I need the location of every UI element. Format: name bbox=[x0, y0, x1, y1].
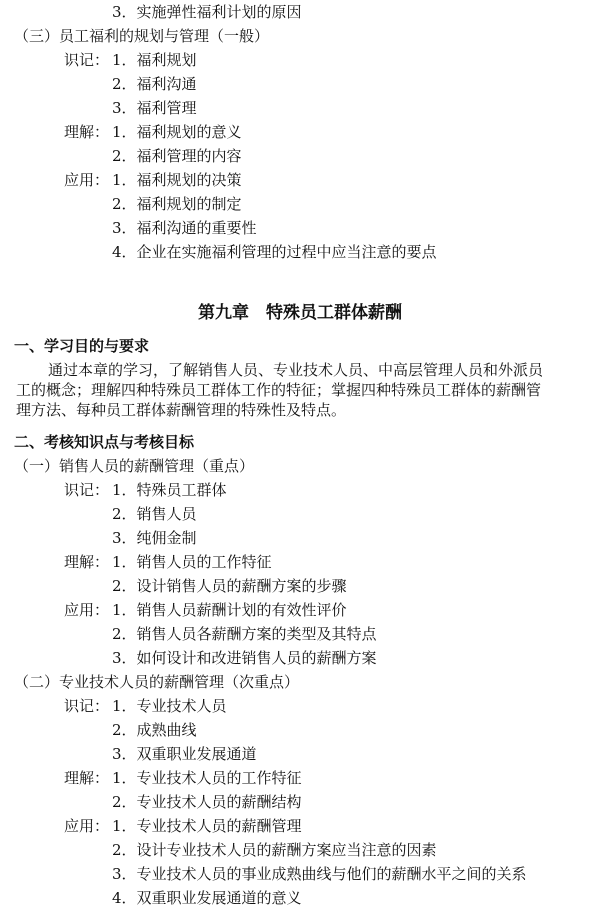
list-item: 1．专业技术人员的薪酬管理 bbox=[112, 817, 302, 835]
list-item: 1．专业技术人员 bbox=[112, 697, 227, 715]
apply-label: 应用： bbox=[64, 171, 110, 189]
list-item: 2．销售人员各薪酬方案的类型及其特点 bbox=[112, 625, 377, 643]
reasons-item: 3．实施弹性福利计划的原因 bbox=[112, 3, 302, 21]
list-item: 2．设计销售人员的薪酬方案的步骤 bbox=[112, 577, 347, 595]
understand-label: 理解： bbox=[64, 769, 110, 787]
list-item: 3．纯佣金制 bbox=[112, 529, 197, 547]
apply-label: 应用： bbox=[64, 601, 110, 619]
list-item: 2．成熟曲线 bbox=[112, 721, 197, 739]
list-item: 3．福利沟通的重要性 bbox=[112, 219, 257, 237]
section-heading-knowledge: 二、考核知识点与考核目标 bbox=[14, 433, 195, 451]
list-item: 2．销售人员 bbox=[112, 505, 197, 523]
list-item: 3．双重职业发展通道 bbox=[112, 745, 257, 763]
paragraph-line: 理方法、每种员工群体薪酬管理的特殊性及特点。 bbox=[16, 401, 347, 419]
list-item: 4．双重职业发展通道的意义 bbox=[112, 889, 302, 907]
list-item: 1．福利规划的意义 bbox=[112, 123, 242, 141]
intro-paragraph bbox=[14, 360, 590, 420]
list-item: 2．福利规划的制定 bbox=[112, 195, 242, 213]
section-heading: （三）员工福利的规划与管理（一般） bbox=[14, 27, 270, 45]
paragraph-line: 工的概念；理解四种特殊员工群体工作的特征；掌握四种特殊员工群体的薪酬管 bbox=[16, 381, 542, 399]
list-item: 1．特殊员工群体 bbox=[112, 481, 227, 499]
subsection-heading-sales: （一）销售人员的薪酬管理（重点） bbox=[14, 457, 255, 475]
list-item: 1．福利规划 bbox=[112, 51, 197, 69]
section-heading-purpose: 一、学习目的与要求 bbox=[14, 337, 150, 355]
list-item: 3．如何设计和改进销售人员的薪酬方案 bbox=[112, 649, 377, 667]
identify-label: 识记： bbox=[64, 697, 110, 715]
list-item: 4．企业在实施福利管理的过程中应当注意的要点 bbox=[112, 243, 437, 261]
apply-label: 应用： bbox=[64, 817, 110, 835]
understand-label: 理解： bbox=[64, 553, 110, 571]
identify-label: 识记： bbox=[64, 51, 110, 69]
list-item: 1．专业技术人员的工作特征 bbox=[112, 769, 302, 787]
identify-label: 识记： bbox=[64, 481, 110, 499]
understand-label: 理解： bbox=[64, 123, 110, 141]
list-item: 2．设计专业技术人员的薪酬方案应当注意的因素 bbox=[112, 841, 437, 859]
paragraph-line: 通过本章的学习，了解销售人员、专业技术人员、中高层管理人员和外派员 bbox=[48, 361, 544, 379]
subsection-heading-technical: （二）专业技术人员的薪酬管理（次重点） bbox=[14, 673, 300, 691]
list-item: 1．福利规划的决策 bbox=[112, 171, 242, 189]
list-item: 1．销售人员薪酬计划的有效性评价 bbox=[112, 601, 347, 619]
list-item: 1．销售人员的工作特征 bbox=[112, 553, 272, 571]
list-item: 2．福利管理的内容 bbox=[112, 147, 242, 165]
list-item: 2．专业技术人员的薪酬结构 bbox=[112, 793, 302, 811]
chapter-title: 第九章 特殊员工群体薪酬 bbox=[198, 303, 402, 323]
list-item: 3．专业技术人员的事业成熟曲线与他们的薪酬水平之间的关系 bbox=[112, 865, 527, 883]
list-item: 2．福利沟通 bbox=[112, 75, 197, 93]
list-item: 3．福利管理 bbox=[112, 99, 197, 117]
